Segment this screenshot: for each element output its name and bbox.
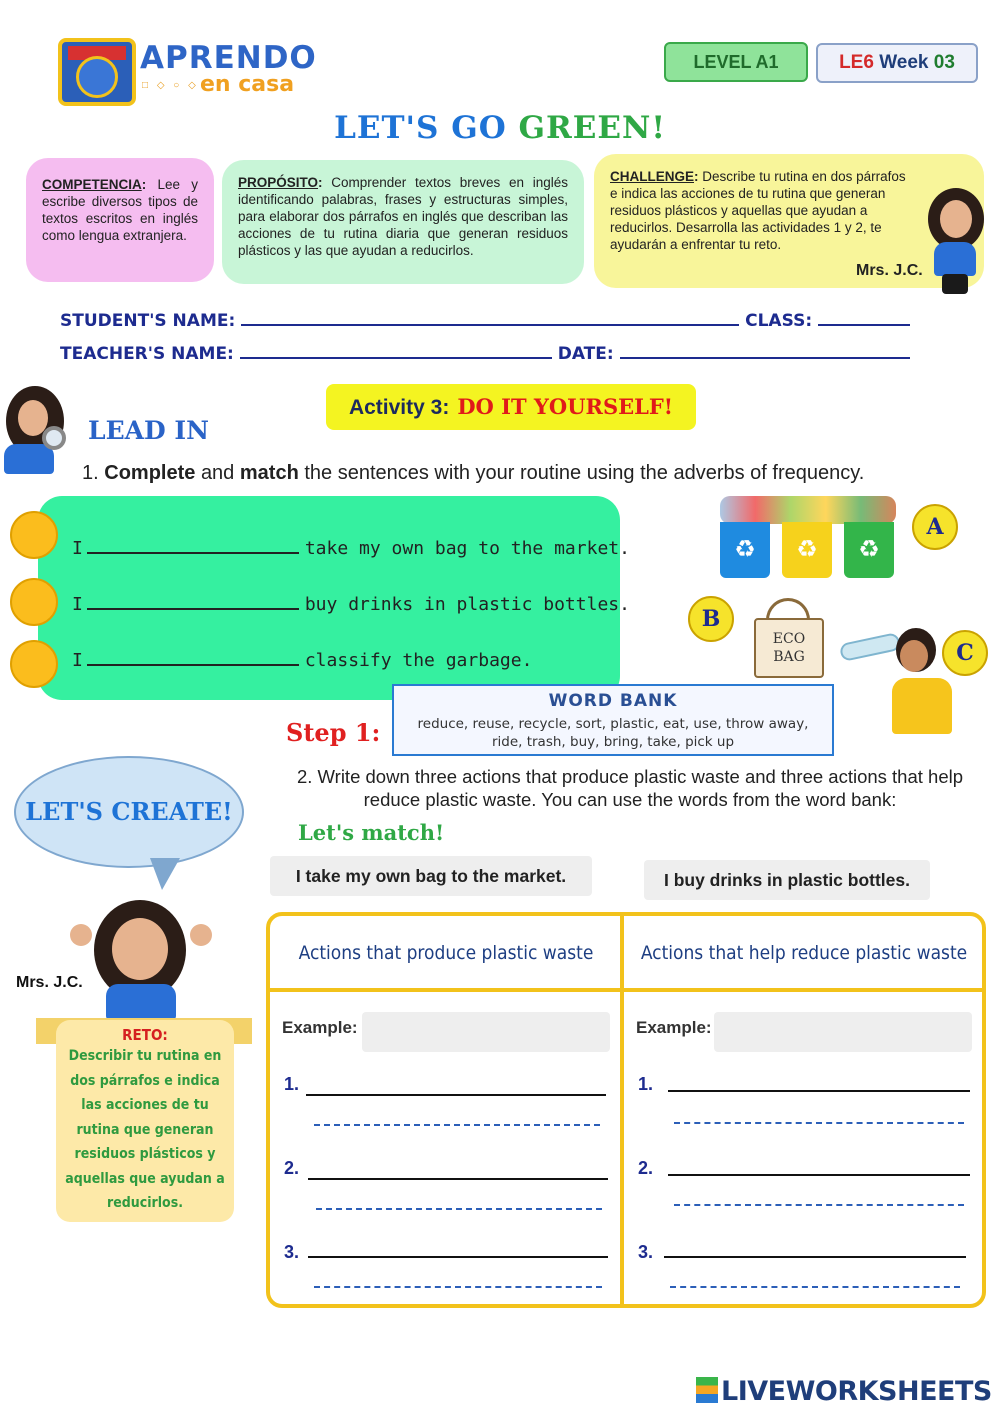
answer-line-left-2b[interactable]: [316, 1208, 602, 1210]
row-number: 2.: [284, 1158, 300, 1178]
frequency-blank-3[interactable]: [87, 648, 299, 666]
answer-drop-3[interactable]: [10, 640, 58, 688]
competencia-box: COMPETENCIA: Lee y escribe diversos tipos de textos escritos en inglés como lengua extranjera.: [26, 158, 214, 282]
liveworksheets-icon: [696, 1377, 718, 1403]
actions-table: [266, 912, 986, 1308]
activity-name: DO IT YOURSELF!: [457, 394, 674, 419]
row-number: 1.: [284, 1074, 300, 1094]
word-bank-title: WORD BANK: [548, 691, 678, 711]
torch-emblem-icon: [76, 56, 118, 98]
logo-dots-icon: □ ◇ ○ ◇: [142, 80, 199, 91]
option-b[interactable]: B: [688, 596, 734, 642]
logo-subtitle: en casa: [200, 72, 295, 97]
title-part1: LET'S GO: [334, 110, 519, 146]
sentence-end: classify the garbage.: [304, 650, 533, 671]
row-number: 2.: [638, 1158, 654, 1178]
liveworksheets-logo[interactable]: [696, 1376, 992, 1407]
reto-card: [56, 1020, 234, 1222]
title-part2: GREEN!: [518, 110, 666, 146]
activity-banner: [326, 384, 696, 430]
footer-brand: LIVEWORKSHEETS: [721, 1376, 992, 1407]
eco-bag-label: ECO BAG: [754, 618, 824, 678]
activity-label: Activity 3:: [348, 396, 450, 419]
match-card-1[interactable]: I take my own bag to the market.: [270, 856, 592, 896]
teacher-name-label: TEACHER'S NAME:: [60, 344, 234, 364]
lets-match-title: Let's match!: [298, 820, 445, 845]
column-divider: [620, 916, 624, 1304]
date-label: DATE:: [557, 344, 614, 364]
row-number: 3.: [638, 1242, 654, 1262]
answer-line-right-1[interactable]: [668, 1090, 970, 1092]
row-number: 1.: [638, 1074, 654, 1094]
answer-line-left-3b[interactable]: [314, 1286, 602, 1288]
instruction-and: and: [200, 462, 235, 484]
sentence-2: [72, 592, 630, 615]
column-header-reduce: Actions that help reduce plastic waste: [640, 942, 968, 964]
teacher-celebrating-avatar: [66, 900, 216, 1020]
competencia-text: Lee y escribe diversos tipos de textos escritos en inglés como lengua extranjera.: [42, 177, 198, 243]
teacher-avatar-small: [924, 188, 988, 296]
example-label-left: Example:: [282, 1018, 358, 1037]
magnifier-icon: [42, 426, 66, 450]
lead-in-title: LEAD IN: [88, 416, 209, 445]
green-bin-icon: ♻: [844, 522, 894, 578]
week-label: Week: [879, 52, 929, 73]
challenge-label: CHALLENGE: [610, 169, 694, 184]
proposito-box: PROPÓSITO: Comprender textos breves en inglés identificando palabras, frases y estructuras simples, para elaborar dos párrafos en inglés que describan las acciones de tu rutina diaria que generan residuos plásticos y las que ayudan a reducirlos.: [222, 160, 584, 284]
sentence-3: [72, 648, 532, 671]
challenge-box: CHALLENGE: Describe tu rutina en dos párrafos e indica las acciones de tu rutina que generan residuos plásticos y aquellas que ayudan a reducirlos. Desarrolla las actividades 1 y 2, te ayudarán a enfrentar tu reto.: [594, 154, 984, 288]
bubble-tail: [150, 858, 180, 890]
option-c[interactable]: C: [942, 630, 988, 676]
answer-drop-2[interactable]: [10, 578, 58, 626]
class-field[interactable]: [818, 310, 910, 326]
answer-line-right-1b[interactable]: [674, 1122, 964, 1124]
header-divider: [270, 988, 982, 992]
answer-line-right-2b[interactable]: [674, 1204, 964, 1206]
competencia-label: COMPETENCIA: [42, 177, 142, 192]
answer-line-right-3[interactable]: [664, 1256, 966, 1258]
frequency-blank-1[interactable]: [87, 536, 299, 554]
answer-drop-1[interactable]: [10, 511, 58, 559]
answer-line-right-3b[interactable]: [670, 1286, 960, 1288]
sentence-start: I: [72, 650, 83, 671]
row-number: 3.: [284, 1242, 300, 1262]
recycling-bins-image: [716, 496, 902, 580]
yellow-bin-icon: ♻: [782, 522, 832, 578]
page-title: [0, 110, 1000, 146]
instruction-match: match: [239, 462, 299, 484]
reto-text: Describir tu rutina en dos párrafos e indica las acciones de tu rutina que generan residuos plásticos y aquellas que ayudan a reducirlos.: [65, 1048, 225, 1211]
reto-title: RETO:: [122, 1026, 168, 1044]
week-number: 03: [933, 52, 955, 73]
step1-instruction: 2. Write down three actions that produce plastic waste and three actions that help reduce plastic waste. You can use the words from the word bank:: [296, 766, 964, 810]
sentence-start: I: [72, 538, 83, 559]
challenge-signature: Mrs. J.C.: [856, 262, 923, 279]
plastic-bottle-icon: [839, 632, 901, 662]
example-drop-right[interactable]: [714, 1012, 972, 1052]
lead-in-instruction: [82, 462, 864, 485]
sentence-start: I: [72, 594, 83, 615]
example-label-right: Example:: [636, 1018, 712, 1037]
eco-bag-image: [748, 598, 830, 680]
sentence-end: take my own bag to the market.: [304, 538, 630, 559]
instruction-number: 1.: [82, 462, 99, 484]
level-badge: LEVEL A1: [664, 42, 808, 82]
lets-create-bubble: LET'S CREATE!: [14, 756, 244, 868]
logo-title: APRENDO: [140, 40, 317, 76]
teacher-row: [60, 343, 910, 364]
answer-line-left-1b[interactable]: [314, 1124, 600, 1126]
answer-line-left-3[interactable]: [308, 1256, 608, 1258]
garbage-pile-icon: [720, 496, 896, 524]
date-field[interactable]: [620, 343, 910, 359]
proposito-text: Comprender textos breves en inglés identificando palabras, frases y estructuras simples, para elaborar dos párrafos en inglés que describan las acciones de tu rutina diaria que generan residuos plásticos y las que ayudan a reducirlos.: [238, 175, 568, 258]
match-card-2[interactable]: I buy drinks in plastic bottles.: [644, 860, 930, 900]
week-code: LE6: [839, 52, 874, 73]
blue-bin-icon: ♻: [720, 522, 770, 578]
option-a[interactable]: A: [912, 504, 958, 550]
instruction-rest: the sentences with your routine using the adverbs of frequency.: [304, 462, 865, 484]
answer-line-left-2[interactable]: [308, 1178, 608, 1180]
teacher-name-label-left: Mrs. J.C.: [16, 974, 83, 991]
column-header-produce: Actions that produce plastic waste: [298, 942, 594, 964]
word-bank-words: reduce, reuse, recycle, sort, plastic, eat, use, throw away, ride, trash, buy, bring, take, pick up: [417, 716, 809, 750]
instruction-complete: Complete: [104, 462, 196, 484]
sentence-1: [72, 536, 630, 559]
student-row: [60, 310, 910, 331]
week-badge: [816, 43, 978, 83]
class-label: CLASS:: [745, 311, 813, 331]
teacher-magnifier-avatar: [0, 386, 70, 476]
student-name-label: STUDENT'S NAME:: [60, 311, 236, 331]
frequency-blank-2[interactable]: [87, 592, 299, 610]
step1-label: Step 1:: [286, 718, 381, 747]
sentence-end: buy drinks in plastic bottles.: [304, 594, 630, 615]
word-bank: [392, 684, 834, 756]
challenge-text: Describe tu rutina en dos párrafos e indica las acciones de tu rutina que generan residuos plásticos y aquellas que ayudan a reducirlos. Desarrolla las actividades 1 y 2, te ayudarán a enfrentar tu reto.: [610, 169, 906, 252]
answer-line-left-1[interactable]: [306, 1094, 606, 1096]
student-name-field[interactable]: [241, 310, 739, 326]
answer-line-right-2[interactable]: [668, 1174, 970, 1176]
example-drop-left[interactable]: [362, 1012, 610, 1052]
proposito-label: PROPÓSITO: [238, 175, 319, 190]
teacher-name-field[interactable]: [240, 343, 552, 359]
school-logo: [58, 38, 136, 106]
